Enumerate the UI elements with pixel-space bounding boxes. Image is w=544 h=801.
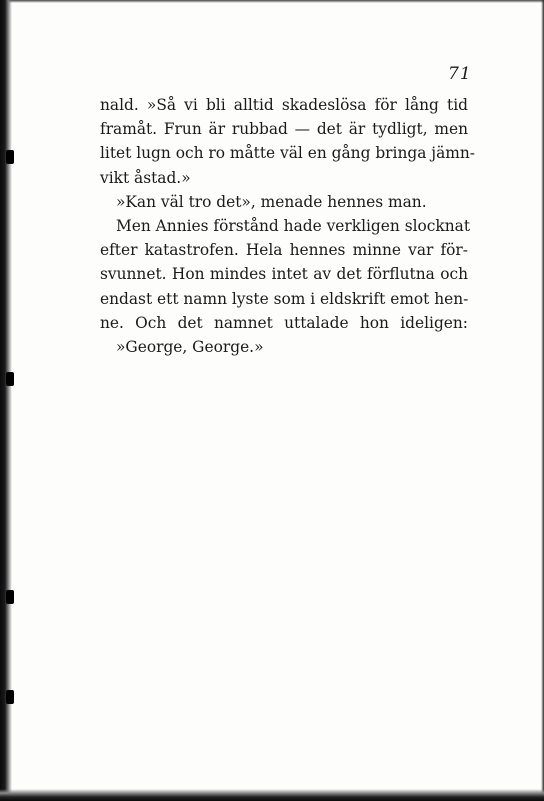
binding-mark: [6, 690, 14, 704]
text-line: ne. Och det namnet uttalade hon ideligen:: [100, 313, 468, 332]
scan-edge-bottom: [0, 789, 544, 801]
text-line: endast ett namn lyste som i eldskrift emot hen-: [100, 289, 469, 308]
text-line: Men Annies förstånd hade verkligen slocknat: [116, 216, 471, 235]
text-line: vikt åstad.»: [100, 168, 191, 187]
text-line: »George, George.»: [116, 337, 264, 356]
text-line: litet lugn och ro måtte väl en gång bringa jämn-: [100, 144, 475, 163]
binding-mark: [6, 372, 14, 386]
text-line: efter katastrofen. Hela hennes minne var för-: [100, 241, 468, 260]
text-line: framåt. Frun är rubbad — det är tydligt, men: [100, 120, 468, 139]
text-line: svunnet. Hon mindes intet av det förflutna och: [100, 265, 468, 284]
page-number: 71: [448, 64, 472, 84]
body-text: [100, 93, 475, 359]
text-line: nald. »Så vi bli alltid skadeslösa för lång tid: [100, 96, 468, 114]
binding-mark: [6, 590, 14, 604]
scan-edge-left: [0, 0, 12, 801]
binding-mark: [6, 150, 14, 164]
text-line: »Kan väl tro det», menade hennes man.: [116, 192, 427, 211]
scan-edge-top: [0, 0, 544, 3]
